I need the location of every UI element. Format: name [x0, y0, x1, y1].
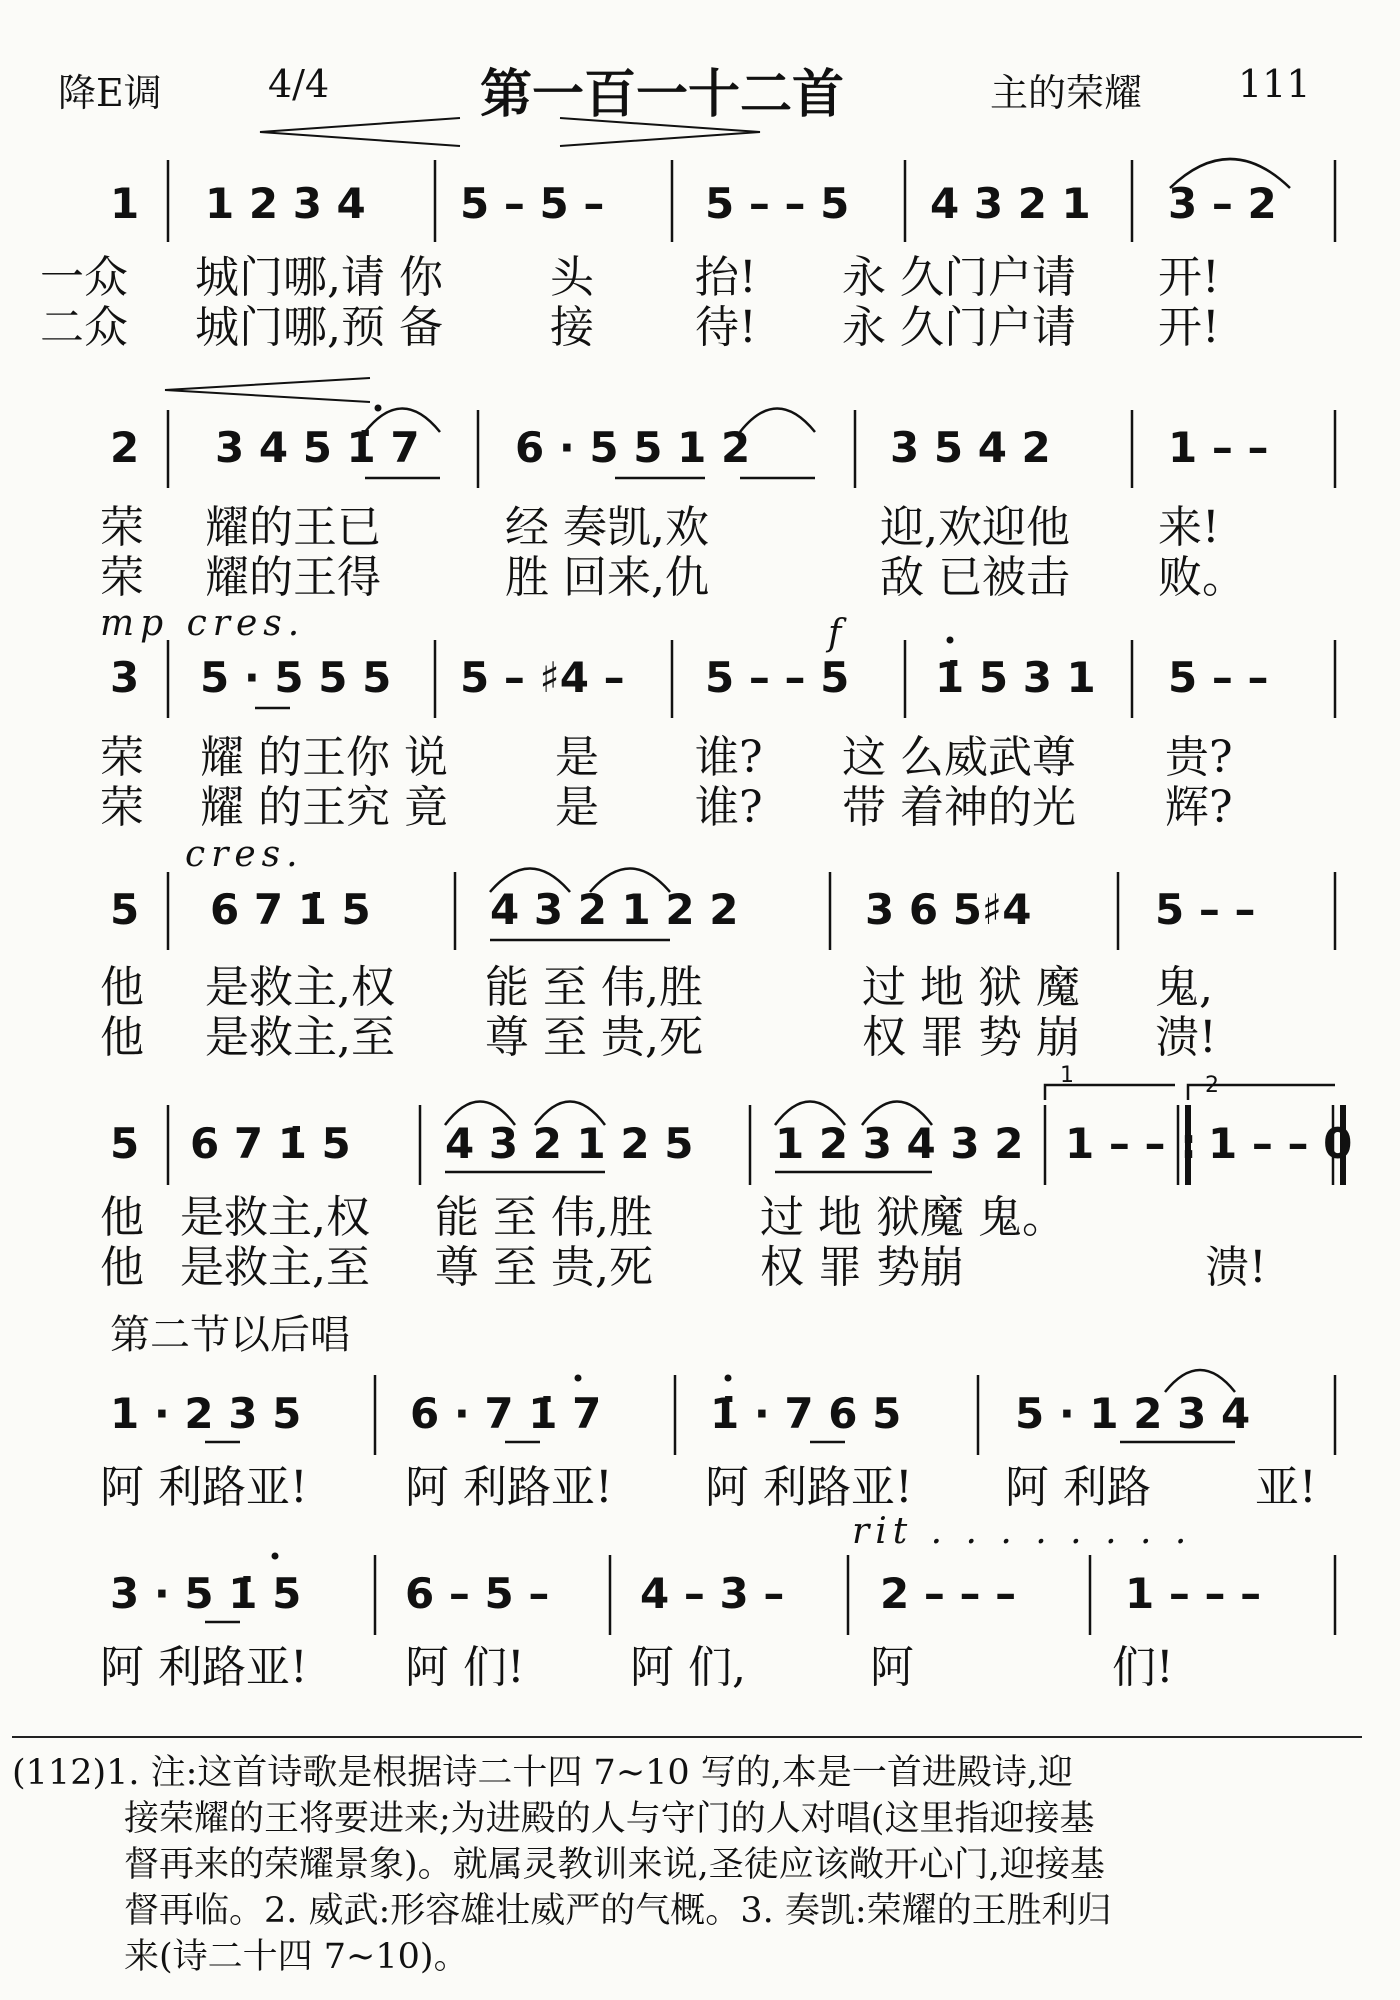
- svg-text:亚!: 亚!: [1255, 1462, 1317, 1513]
- system-number: 2: [110, 423, 140, 472]
- svg-text:阿 利路亚!: 阿 利路亚!: [405, 1462, 613, 1513]
- measure: 3 5 4 2: [890, 423, 1051, 472]
- svg-text:城门哪,预 备: 城门哪,预 备: [195, 302, 443, 353]
- hymn-number: 111: [1238, 62, 1311, 106]
- lyric-line: [100, 552, 1246, 603]
- system-number: 5: [110, 1119, 140, 1168]
- measure: 1 – – –: [1125, 1569, 1262, 1618]
- svg-text:是救主,至: 是救主,至: [180, 1242, 370, 1293]
- svg-text:带 着神的光: 带 着神的光: [842, 782, 1076, 833]
- svg-text:头: 头: [550, 252, 594, 303]
- hymn-title: 第一百一十二首: [480, 65, 845, 125]
- volta-number: 1: [1060, 1063, 1074, 1088]
- measure: 2 – – –: [880, 1569, 1017, 1618]
- hymn-theme: 主的荣耀: [990, 71, 1143, 115]
- svg-text:阿 们,: 阿 们,: [630, 1642, 746, 1693]
- lyric-line: [100, 1012, 1217, 1063]
- svg-text:是: 是: [555, 782, 599, 833]
- measure: 1 – – :: [1065, 1119, 1197, 1168]
- dynamic-marking: mp cres.: [100, 603, 306, 644]
- svg-text:胜 回来,仇: 胜 回来,仇: [505, 552, 709, 603]
- system-2: [100, 405, 1335, 655]
- svg-text:荣: 荣: [100, 552, 144, 603]
- svg-text:来!: 来!: [1158, 502, 1220, 553]
- measure: 5 – –: [1168, 653, 1269, 702]
- svg-text:永 久门户请: 永 久门户请: [842, 252, 1076, 303]
- footnote-line: 来(诗二十四 7~10)。: [124, 1937, 469, 1977]
- measure: 1̇ · 7 6 5: [710, 1389, 902, 1438]
- measure: 5 – – 5: [705, 653, 850, 702]
- svg-text:鬼,: 鬼,: [1155, 962, 1213, 1013]
- measure: 5 · 1 2 3 4: [1015, 1389, 1251, 1438]
- lyric-line: [100, 1192, 1066, 1243]
- svg-text:他: 他: [100, 1012, 144, 1063]
- system-4: [100, 869, 1335, 1064]
- svg-text:阿: 阿: [870, 1642, 914, 1693]
- svg-text:谁?: 谁?: [695, 782, 763, 833]
- svg-text:权 罪 势 崩: 权 罪 势 崩: [862, 1012, 1080, 1063]
- svg-text:荣: 荣: [100, 502, 144, 553]
- svg-text:耀的王得: 耀的王得: [205, 552, 381, 603]
- svg-text:溃!: 溃!: [1205, 1242, 1267, 1293]
- measure: 3 4 5 1̇ 7: [215, 423, 420, 472]
- svg-text:阿 利路亚!: 阿 利路亚!: [100, 1462, 308, 1513]
- svg-text:阿 利路: 阿 利路: [1005, 1462, 1151, 1513]
- measure: 6 · 5 5 1 2: [515, 423, 751, 472]
- key-signature: 降E调: [58, 71, 162, 115]
- measure: 1 2 3 4: [205, 179, 366, 228]
- dynamic-marking: f: [828, 613, 848, 654]
- svg-text:是: 是: [555, 732, 599, 783]
- footnote-line: 督再临。2. 威武:形容雄壮威严的气概。3. 奏凯:荣耀的王胜利归: [124, 1891, 1112, 1931]
- measure: 4 3 2 1 2 5: [445, 1119, 694, 1168]
- svg-text:敌 已被击: 敌 已被击: [880, 552, 1070, 603]
- measure: 6 · 7 1̇ 7: [410, 1389, 602, 1438]
- measure: 4 – 3 –: [640, 1569, 785, 1618]
- measure: 5 · 5 5 5: [200, 653, 392, 702]
- lyric-line: [100, 732, 1233, 783]
- svg-text:城门哪,请 你: 城门哪,请 你: [195, 252, 443, 303]
- system-1: [40, 159, 1335, 353]
- footnote-line: 接荣耀的王将要进来;为进殿的人与守门的人对唱(这里指迎接基: [124, 1799, 1095, 1839]
- svg-text:过 地 狱 魔: 过 地 狱 魔: [862, 962, 1080, 1013]
- system-3: [100, 637, 1335, 876]
- measure: 1 – – 0: [1208, 1119, 1353, 1168]
- lyric-line: [100, 782, 1233, 833]
- svg-text:溃!: 溃!: [1155, 1012, 1217, 1063]
- measure: 5 – –: [1155, 885, 1256, 934]
- svg-text:们!: 们!: [1112, 1642, 1174, 1693]
- dynamic-marking: rit . . . . . . . .: [852, 1511, 1193, 1552]
- system-7: [100, 1553, 1335, 1694]
- svg-text:过 地 狱魔 鬼。: 过 地 狱魔 鬼。: [760, 1192, 1066, 1243]
- volta-number: 2: [1205, 1073, 1219, 1098]
- measure: 4 3 2 1 2 2: [490, 885, 739, 934]
- svg-text:经 奏凯,欢: 经 奏凯,欢: [505, 502, 709, 553]
- svg-text:尊 至 贵,死: 尊 至 贵,死: [435, 1242, 653, 1293]
- lyric-line: [40, 302, 1220, 353]
- svg-text:二众: 二众: [40, 302, 128, 353]
- measure: 1 · 2 3 5: [110, 1389, 302, 1438]
- time-signature: 4/4: [268, 62, 330, 106]
- svg-text:耀 的王你 说: 耀 的王你 说: [200, 732, 448, 783]
- svg-text:谁?: 谁?: [695, 732, 763, 783]
- svg-text:这 么威武尊: 这 么威武尊: [842, 732, 1076, 783]
- footnote-line: 督再来的荣耀景象)。就属灵教训来说,圣徒应该敞开心门,迎接基: [124, 1845, 1105, 1885]
- measure: 5 – 5 –: [460, 179, 605, 228]
- svg-text:开!: 开!: [1158, 302, 1220, 353]
- svg-text:开!: 开!: [1158, 252, 1220, 303]
- measure: 3 · 5 1̇ 5: [110, 1569, 302, 1618]
- lyric-line: [100, 1642, 1174, 1693]
- svg-text:接: 接: [550, 302, 594, 353]
- measure: 5 – ♯4 –: [460, 653, 625, 702]
- measure: 6 7 1̇ 5: [190, 1119, 351, 1168]
- measure: 1 2 3 4 3 2: [775, 1119, 1024, 1168]
- svg-text:荣: 荣: [100, 782, 144, 833]
- svg-text:永 久门户请: 永 久门户请: [842, 302, 1076, 353]
- footnote: [12, 1750, 1372, 1980]
- system-number: 5: [110, 885, 140, 934]
- lyric-line: [40, 252, 1220, 303]
- svg-text:阿 利路亚!: 阿 利路亚!: [100, 1642, 308, 1693]
- svg-text:能 至 伟,胜: 能 至 伟,胜: [435, 1192, 653, 1243]
- system-number: 1: [110, 179, 140, 228]
- svg-text:是救主,权: 是救主,权: [205, 962, 395, 1013]
- svg-text:迎,欢迎他: 迎,欢迎他: [880, 502, 1070, 553]
- measure: 3 6 5♯4: [865, 885, 1032, 934]
- svg-text:一众: 一众: [40, 252, 128, 303]
- svg-text:是救主,至: 是救主,至: [205, 1012, 395, 1063]
- svg-text:阿 利路亚!: 阿 利路亚!: [705, 1462, 913, 1513]
- lyric-line: [100, 1462, 1317, 1513]
- svg-text:他: 他: [100, 1242, 144, 1293]
- measure: 1̇ 5 3 1: [935, 653, 1096, 702]
- svg-text:败。: 败。: [1158, 552, 1246, 603]
- svg-text:待!: 待!: [695, 302, 757, 353]
- measure: 1 – –: [1168, 423, 1269, 472]
- svg-text:他: 他: [100, 962, 144, 1013]
- section-label: 第二节以后唱: [110, 1312, 350, 1358]
- footnote-divider: [12, 1736, 1362, 1738]
- measure: 5 – – 5: [705, 179, 850, 228]
- svg-text:他: 他: [100, 1192, 144, 1243]
- svg-text:辉?: 辉?: [1165, 782, 1233, 833]
- lyric-line: [100, 502, 1220, 553]
- svg-text:耀 的王究 竟: 耀 的王究 竟: [200, 782, 448, 833]
- system-6: [100, 1370, 1335, 1552]
- measure: 4 3 2 1: [930, 179, 1091, 228]
- svg-text:是救主,权: 是救主,权: [180, 1192, 370, 1243]
- svg-text:能 至 伟,胜: 能 至 伟,胜: [485, 962, 703, 1013]
- measure: 6 7 1̇ 5: [210, 885, 371, 934]
- svg-text:荣: 荣: [100, 732, 144, 783]
- svg-text:抬!: 抬!: [695, 252, 757, 303]
- system-number: 3: [110, 653, 140, 702]
- svg-text:尊 至 贵,死: 尊 至 贵,死: [485, 1012, 703, 1063]
- measure: 6 – 5 –: [405, 1569, 550, 1618]
- measure: 3 – 2: [1168, 179, 1277, 228]
- system-5: [100, 1063, 1352, 1293]
- footnote-line: (112)1. 注:这首诗歌是根据诗二十四 7~10 写的,本是一首进殿诗,迎: [12, 1753, 1074, 1793]
- svg-text:阿 们!: 阿 们!: [405, 1642, 525, 1693]
- svg-text:贵?: 贵?: [1165, 732, 1233, 783]
- svg-text:权 罪 势崩: 权 罪 势崩: [760, 1242, 964, 1293]
- lyric-line: [100, 1242, 1267, 1293]
- lyric-line: [100, 962, 1213, 1013]
- dynamic-marking: cres.: [185, 834, 304, 875]
- svg-text:耀的王已: 耀的王已: [205, 502, 381, 553]
